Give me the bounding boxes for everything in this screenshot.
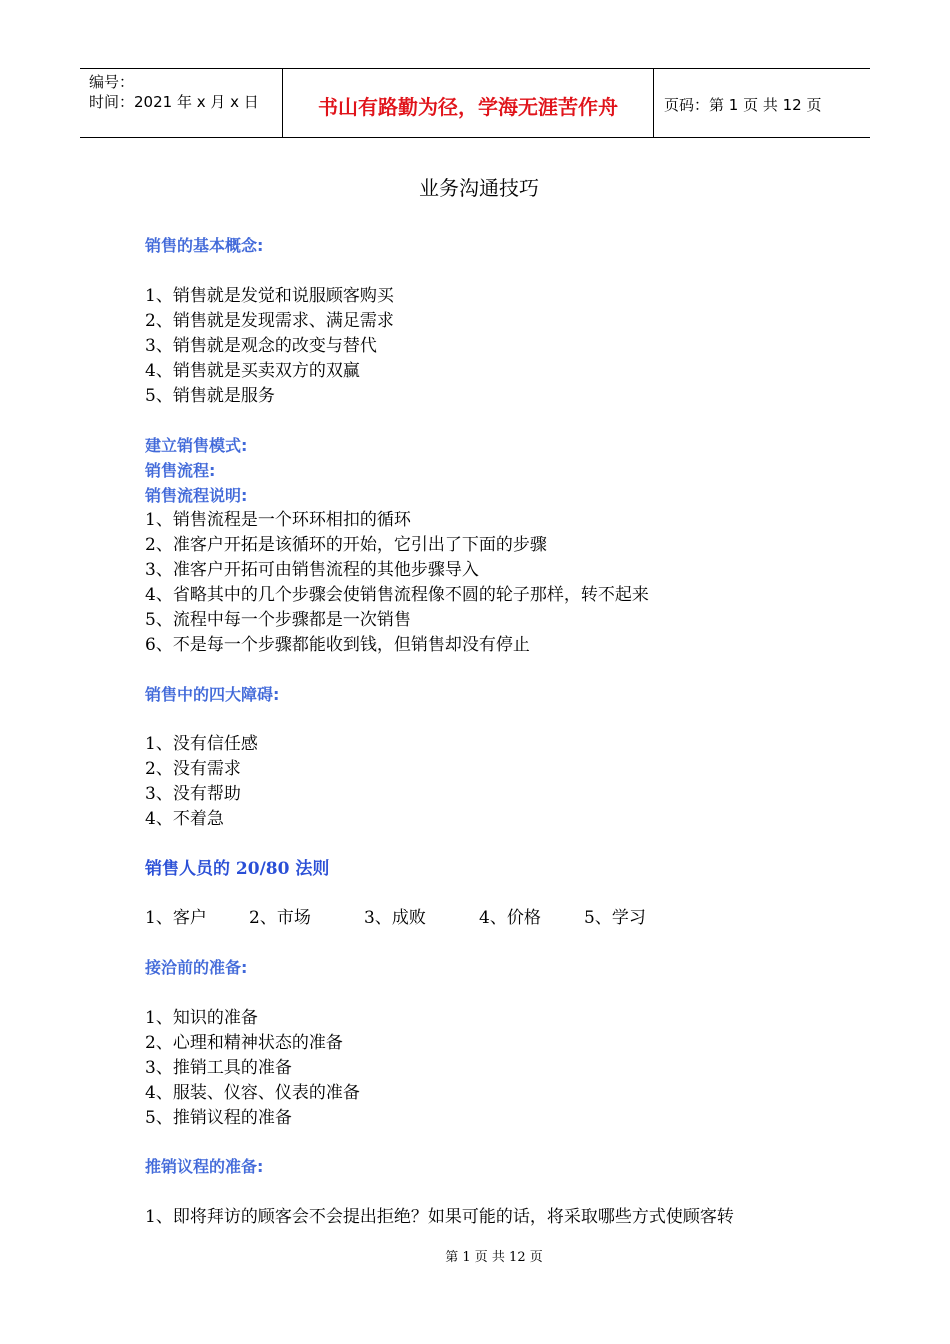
list-item: 1、即将拜访的顾客会不会提出拒绝？如果可能的话，将采取哪些方式使顾客转	[145, 1207, 734, 1227]
section-heading-model: 建立销售模式:	[145, 436, 248, 455]
list-item: 5、流程中每一个步骤都是一次销售	[145, 610, 411, 630]
rule-item: 5、学习	[584, 908, 646, 928]
rule-items-row	[145, 906, 646, 930]
document-title: 业务沟通技巧	[419, 176, 539, 200]
page-info: 页码：第 1 页 共 12 页	[664, 95, 822, 114]
list-item: 3、销售就是观念的改变与替代	[145, 336, 377, 356]
list-item: 1、没有信任感	[145, 734, 258, 754]
list-item: 4、省略其中的几个步骤会使销售流程像不圆的轮子那样，转不起来	[145, 585, 649, 605]
list-item: 2、准客户开拓是该循环的开始，它引出了下面的步骤	[145, 535, 547, 555]
list-item: 3、准客户开拓可由销售流程的其他步骤导入	[145, 560, 479, 580]
list-item: 1、销售就是发觉和说服顾客购买	[145, 286, 394, 306]
list-item: 2、没有需求	[145, 759, 241, 779]
header-meta-cell	[80, 69, 282, 137]
rule-item: 4、价格	[479, 908, 541, 928]
section-heading-preparation: 接洽前的准备:	[145, 958, 248, 977]
list-item: 6、不是每一个步骤都能收到钱，但销售却没有停止	[145, 635, 530, 655]
section-heading-process-notes: 销售流程说明:	[145, 486, 248, 505]
motto: 书山有路勤为径，学海无涯苦作舟	[282, 69, 654, 137]
list-item: 3、没有帮助	[145, 784, 241, 804]
list-item: 1、销售流程是一个环环相扣的循环	[145, 510, 411, 530]
time-label: 时间：2021 年 x 月 x 日	[89, 93, 259, 111]
list-item: 3、推销工具的准备	[145, 1058, 292, 1078]
list-item: 4、服装、仪容、仪表的准备	[145, 1083, 360, 1103]
list-item: 1、知识的准备	[145, 1008, 258, 1028]
section-heading-obstacles: 销售中的四大障碍:	[145, 685, 280, 704]
section-heading-agenda: 推销议程的准备:	[145, 1157, 264, 1176]
page-footer: 第 1 页 共 12 页	[445, 1250, 543, 1265]
list-item: 4、不着急	[145, 809, 224, 829]
section-heading-process: 销售流程:	[145, 461, 216, 480]
list-item: 2、心理和精神状态的准备	[145, 1033, 343, 1053]
rule-item: 3、成败	[364, 908, 426, 928]
list-item: 5、销售就是服务	[145, 386, 275, 406]
list-item: 2、销售就是发现需求、满足需求	[145, 311, 394, 331]
document-header	[80, 68, 870, 138]
rule-item: 1、客户	[145, 908, 207, 928]
rule-item: 2、市场	[249, 908, 311, 928]
list-item: 4、销售就是买卖双方的双赢	[145, 361, 360, 381]
section-heading-basic-concept: 销售的基本概念:	[145, 236, 264, 255]
section-heading-rule: 销售人员的 20/80 法则	[145, 859, 330, 879]
list-item: 5、推销议程的准备	[145, 1108, 292, 1128]
number-label: 编号：	[89, 73, 135, 91]
